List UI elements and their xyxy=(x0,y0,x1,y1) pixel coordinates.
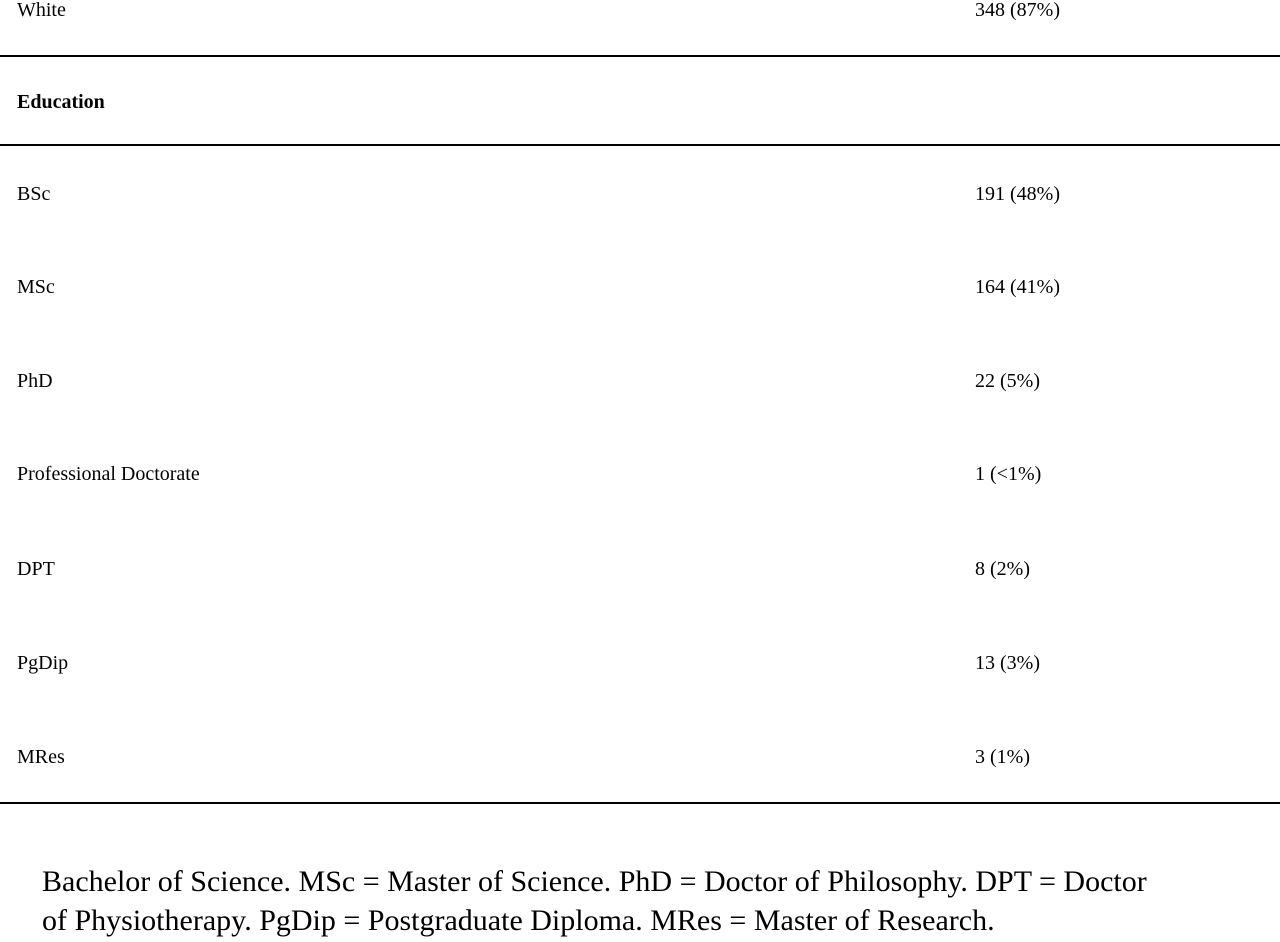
table-rule xyxy=(0,55,1280,57)
row-label: PgDip xyxy=(17,652,69,674)
footnote-line: of Physiotherapy. PgDip = Postgraduate Diploma. MRes = Master of Research. xyxy=(42,904,995,937)
row-value: 22 (5%) xyxy=(975,370,1040,392)
row-label: MSc xyxy=(17,276,55,298)
row-value: 1 (<1%) xyxy=(975,463,1042,485)
table-rule xyxy=(0,802,1280,804)
row-label: MRes xyxy=(17,746,65,768)
row-label: PhD xyxy=(17,370,53,392)
row-label: BSc xyxy=(17,183,51,205)
row-value: 3 (1%) xyxy=(975,746,1030,768)
row-label: DPT xyxy=(17,558,55,580)
row-value: 191 (48%) xyxy=(975,183,1060,205)
table-rule xyxy=(0,144,1280,146)
table-footnote xyxy=(42,862,1262,940)
row-value: 8 (2%) xyxy=(975,558,1030,580)
row-label-white: White xyxy=(17,0,66,21)
row-label: Professional Doctorate xyxy=(17,463,200,485)
footnote-line: Bachelor of Science. MSc = Master of Science. PhD = Doctor of Philosophy. DPT = Doctor xyxy=(42,865,1147,898)
row-value: 164 (41%) xyxy=(975,276,1060,298)
row-value-white: 348 (87%) xyxy=(975,0,1060,21)
row-value: 13 (3%) xyxy=(975,652,1040,674)
section-header-education: Education xyxy=(17,91,105,113)
